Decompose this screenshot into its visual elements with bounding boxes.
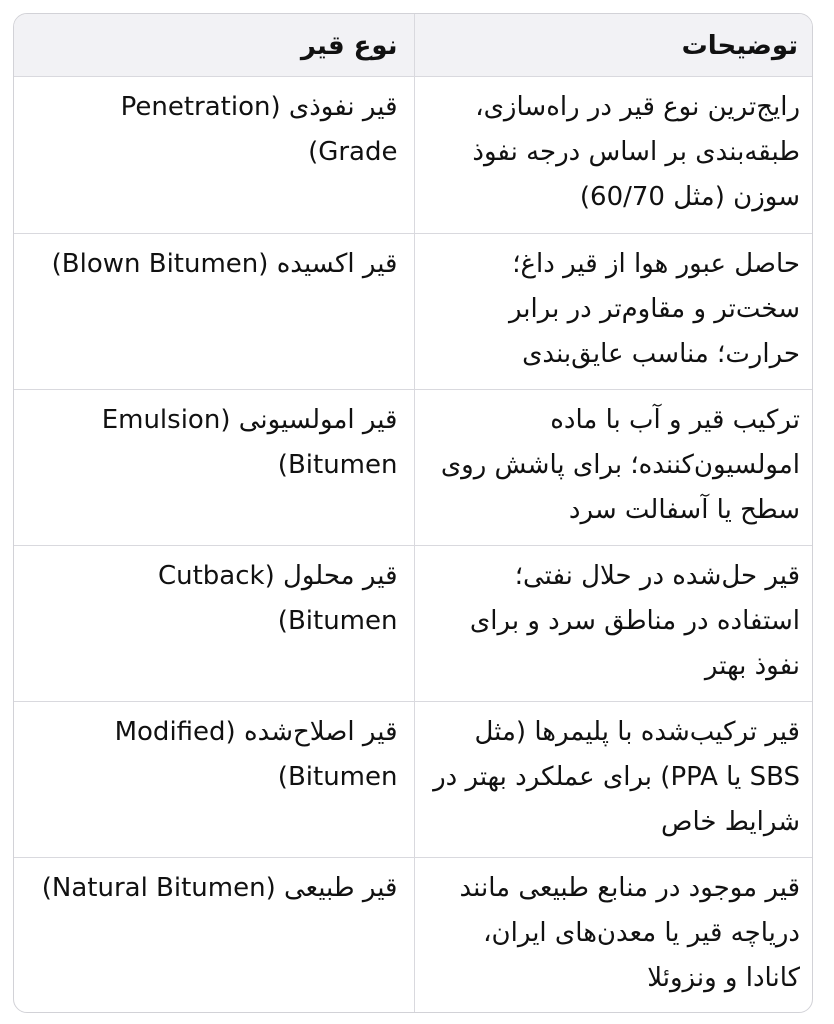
row-description: ترکیب قیر و آب با ماده امولسیون‌کننده؛ برای پاشش روی سطح یا آسفالت سرد: [414, 389, 813, 545]
row-type: قیر اصلاح‌شده (Modified Bitumen): [14, 701, 414, 857]
table-row: [14, 233, 813, 389]
row-type: قیر طبیعی (Natural Bitumen): [14, 857, 414, 1013]
header-description: توضیحات: [414, 14, 813, 76]
row-type: قیر امولسیونی (Emulsion Bitumen): [14, 389, 414, 545]
header-type: نوع قیر: [14, 14, 414, 76]
bitumen-types-table: [14, 14, 813, 1013]
table-row: [14, 701, 813, 857]
bitumen-types-table-container: [13, 13, 813, 1013]
row-type: قیر نفوذی (Penetration Grade): [14, 76, 414, 233]
row-description: قیر ترکیب‌شده با پلیمرها (مثل SBS یا PPA) برای عملکرد بهتر در شرایط خاص: [414, 701, 813, 857]
row-description: قیر حل‌شده در حلال نفتی؛ استفاده در مناطق سرد و برای نفوذ بهتر: [414, 545, 813, 701]
row-description: قیر موجود در منابع طبیعی مانند دریاچه قیر یا معدن‌های ایران، کانادا و ونزوئلا: [459, 872, 800, 993]
row-type: قیر اکسیده (Blown Bitumen): [14, 233, 414, 389]
row-description: حاصل عبور هوا از قیر داغ؛ سخت‌تر و مقاوم‌تر در برابر حرارت؛ مناسب عایق‌بندی: [414, 233, 813, 389]
table-row: [14, 545, 813, 701]
table-row: [14, 857, 813, 1013]
table-row: [14, 76, 813, 233]
row-description: رایج‌ترین نوع قیر در راه‌سازی، طبقه‌بندی بر اساس درجه نفوذ سوزن (مثل 60/70): [414, 76, 813, 233]
row-type: قیر محلول (Cutback Bitumen): [14, 545, 414, 701]
table-row: [14, 389, 813, 545]
table-header-row: [14, 14, 813, 76]
